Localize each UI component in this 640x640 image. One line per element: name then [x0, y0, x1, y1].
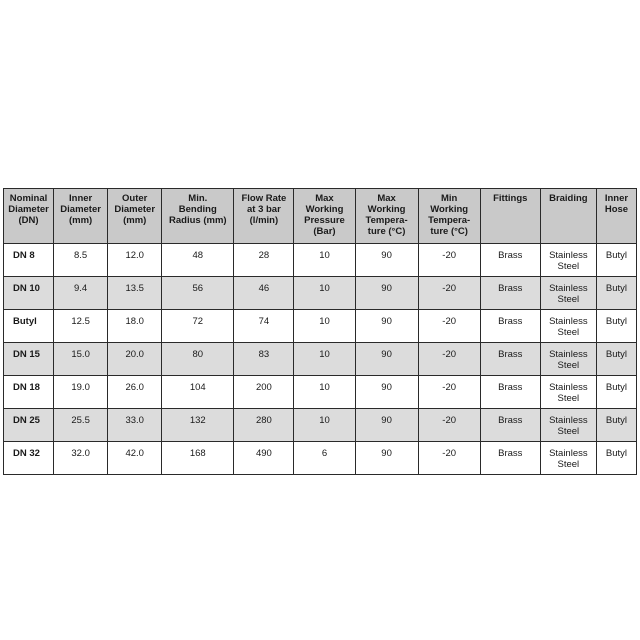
cell-max-working-pressure: 10	[294, 244, 355, 277]
col-header-nominal-diameter: Nominal Diameter (DN)	[4, 189, 54, 244]
cell-min-bending-radius: 80	[162, 343, 234, 376]
cell-inner-diameter: 19.0	[54, 376, 108, 409]
cell-flow-rate: 490	[234, 442, 294, 475]
cell-min-working-temperature: -20	[418, 409, 480, 442]
col-header-max-working-pressure: Max Working Pressure (Bar)	[294, 189, 355, 244]
col-header-outer-diameter: Outer Diameter (mm)	[108, 189, 162, 244]
cell-inner-hose: Butyl	[596, 310, 636, 343]
cell-fittings: Brass	[480, 277, 540, 310]
cell-outer-diameter: 18.0	[108, 310, 162, 343]
cell-flow-rate: 28	[234, 244, 294, 277]
cell-braiding: Stainless Steel	[540, 409, 596, 442]
cell-min-bending-radius: 168	[162, 442, 234, 475]
cell-max-working-temperature: 90	[355, 277, 418, 310]
cell-inner-hose: Butyl	[596, 376, 636, 409]
cell-braiding: Stainless Steel	[540, 277, 596, 310]
cell-outer-diameter: 42.0	[108, 442, 162, 475]
cell-inner-diameter: 9.4	[54, 277, 108, 310]
col-header-max-working-temperature: Max Working Tempera- ture (°C)	[355, 189, 418, 244]
cell-nominal-diameter: Butyl	[4, 310, 54, 343]
cell-fittings: Brass	[480, 244, 540, 277]
cell-flow-rate: 46	[234, 277, 294, 310]
cell-max-working-pressure: 6	[294, 442, 355, 475]
cell-max-working-temperature: 90	[355, 442, 418, 475]
cell-fittings: Brass	[480, 343, 540, 376]
cell-fittings: Brass	[480, 376, 540, 409]
cell-max-working-temperature: 90	[355, 376, 418, 409]
col-header-min-working-temperature: Min Working Tempera- ture (°C)	[418, 189, 480, 244]
cell-min-bending-radius: 56	[162, 277, 234, 310]
cell-nominal-diameter: DN 18	[4, 376, 54, 409]
cell-outer-diameter: 13.5	[108, 277, 162, 310]
cell-max-working-temperature: 90	[355, 244, 418, 277]
col-header-braiding: Braiding	[540, 189, 596, 244]
col-header-inner-diameter: Inner Diameter (mm)	[54, 189, 108, 244]
cell-min-bending-radius: 72	[162, 310, 234, 343]
table-row	[4, 310, 637, 343]
cell-nominal-diameter: DN 15	[4, 343, 54, 376]
cell-max-working-pressure: 10	[294, 409, 355, 442]
cell-braiding: Stainless Steel	[540, 343, 596, 376]
cell-inner-diameter: 12.5	[54, 310, 108, 343]
table-row	[4, 376, 637, 409]
cell-max-working-pressure: 10	[294, 343, 355, 376]
cell-flow-rate: 83	[234, 343, 294, 376]
cell-nominal-diameter: DN 25	[4, 409, 54, 442]
cell-min-working-temperature: -20	[418, 343, 480, 376]
cell-max-working-pressure: 10	[294, 310, 355, 343]
table-body	[4, 244, 637, 475]
cell-max-working-temperature: 90	[355, 409, 418, 442]
cell-max-working-temperature: 90	[355, 343, 418, 376]
cell-braiding: Stainless Steel	[540, 244, 596, 277]
cell-min-bending-radius: 48	[162, 244, 234, 277]
cell-braiding: Stainless Steel	[540, 376, 596, 409]
cell-nominal-diameter: DN 32	[4, 442, 54, 475]
cell-min-working-temperature: -20	[418, 244, 480, 277]
cell-inner-hose: Butyl	[596, 277, 636, 310]
header-row	[4, 189, 637, 244]
cell-outer-diameter: 33.0	[108, 409, 162, 442]
cell-inner-hose: Butyl	[596, 442, 636, 475]
cell-max-working-temperature: 90	[355, 310, 418, 343]
cell-braiding: Stainless Steel	[540, 442, 596, 475]
cell-min-working-temperature: -20	[418, 442, 480, 475]
cell-inner-diameter: 15.0	[54, 343, 108, 376]
cell-inner-diameter: 8.5	[54, 244, 108, 277]
table-row	[4, 244, 637, 277]
table-row	[4, 442, 637, 475]
cell-inner-hose: Butyl	[596, 244, 636, 277]
cell-min-working-temperature: -20	[418, 277, 480, 310]
cell-min-working-temperature: -20	[418, 376, 480, 409]
col-header-inner-hose: Inner Hose	[596, 189, 636, 244]
cell-inner-diameter: 25.5	[54, 409, 108, 442]
cell-flow-rate: 74	[234, 310, 294, 343]
spec-table	[3, 188, 637, 475]
col-header-flow-rate: Flow Rate at 3 bar (l/min)	[234, 189, 294, 244]
cell-braiding: Stainless Steel	[540, 310, 596, 343]
cell-inner-diameter: 32.0	[54, 442, 108, 475]
table-row	[4, 409, 637, 442]
cell-max-working-pressure: 10	[294, 376, 355, 409]
cell-outer-diameter: 20.0	[108, 343, 162, 376]
cell-outer-diameter: 26.0	[108, 376, 162, 409]
cell-inner-hose: Butyl	[596, 343, 636, 376]
cell-nominal-diameter: DN 8	[4, 244, 54, 277]
cell-fittings: Brass	[480, 442, 540, 475]
cell-inner-hose: Butyl	[596, 409, 636, 442]
table-row	[4, 277, 637, 310]
cell-fittings: Brass	[480, 409, 540, 442]
col-header-min-bending-radius: Min. Bending Radius (mm)	[162, 189, 234, 244]
cell-fittings: Brass	[480, 310, 540, 343]
table-row	[4, 343, 637, 376]
cell-min-working-temperature: -20	[418, 310, 480, 343]
cell-flow-rate: 200	[234, 376, 294, 409]
cell-min-bending-radius: 132	[162, 409, 234, 442]
cell-flow-rate: 280	[234, 409, 294, 442]
cell-outer-diameter: 12.0	[108, 244, 162, 277]
col-header-fittings: Fittings	[480, 189, 540, 244]
cell-min-bending-radius: 104	[162, 376, 234, 409]
cell-nominal-diameter: DN 10	[4, 277, 54, 310]
cell-max-working-pressure: 10	[294, 277, 355, 310]
